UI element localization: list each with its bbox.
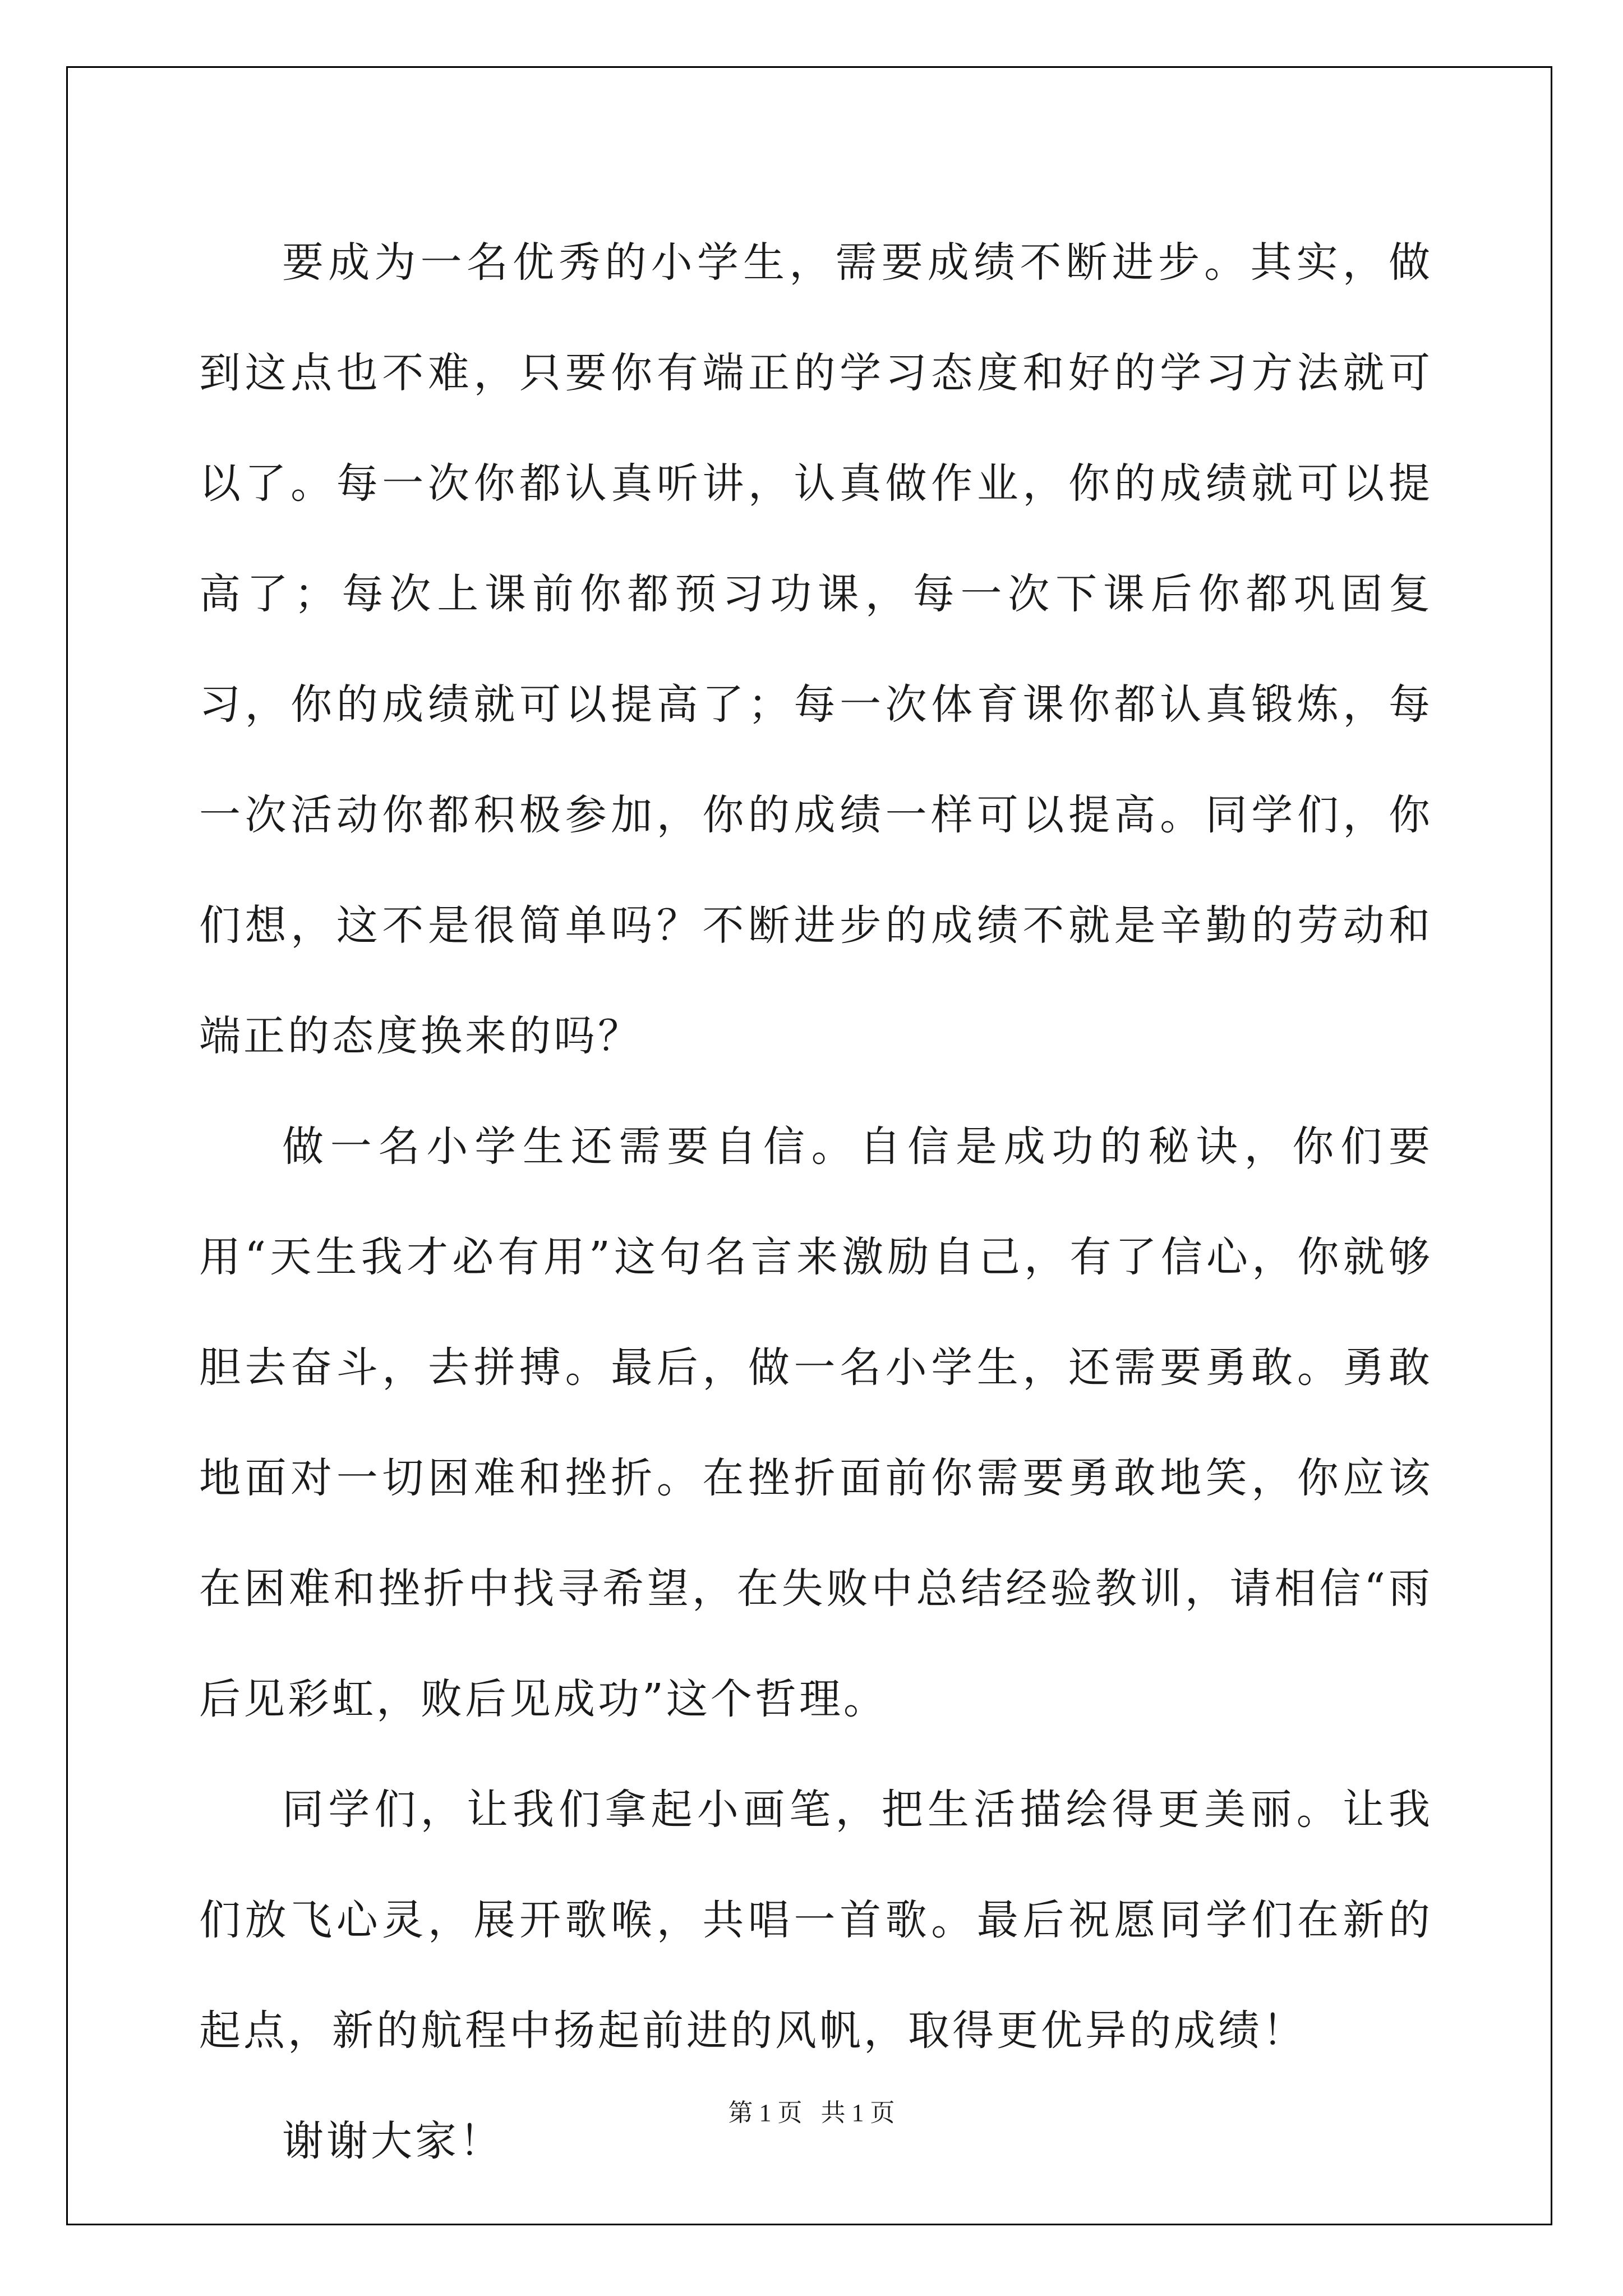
page-number-footer: 第 1 页 共 1 页: [728, 2099, 895, 2127]
document-body: [199, 208, 1433, 2197]
paragraph-4: 谢谢大家！: [282, 2117, 504, 2165]
paragraph-1: 要成为一名优秀的小学生，需要成绩不断进步。其实，做到这点也不难，只要你有端正的学习态度和好的学习方法就可以了。每一次你都认真听讲，认真做作业，你的成绩就可以提高了；每次上课前你都预习功课，每一次下课后你都巩固复习，你的成绩就可以提高了；每一次体育课你都认真锻炼，每一次活动你都积极参加，你的成绩一样可以提高。同学们，你们想，这不是很简单吗？不断进步的成绩不就是辛勤的劳动和端正的态度换来的吗？: [199, 238, 1433, 1060]
paragraph-3: 同学们，让我们拿起小画笔，把生活描绘得更美丽。让我们放飞心灵，展开歌喉，共唱一首歌。最后祝愿同学们在新的起点，新的航程中扬起前进的风帆，取得更优异的成绩！: [199, 1786, 1433, 2055]
paragraph-2: 做一名小学生还需要自信。自信是成功的秘诀，你们要用“天生我才必有用”这句名言来激励自己，有了信心，你就够胆去奋斗，去拼搏。最后，做一名小学生，还需要勇敢。勇敢地面对一切困难和挫折。在挫折面前你需要勇敢地笑，你应该在困难和挫折中找寻希望，在失败中总结经验教训，请相信“雨后见彩虹，败后见成功”这个哲理。: [199, 1122, 1433, 1723]
